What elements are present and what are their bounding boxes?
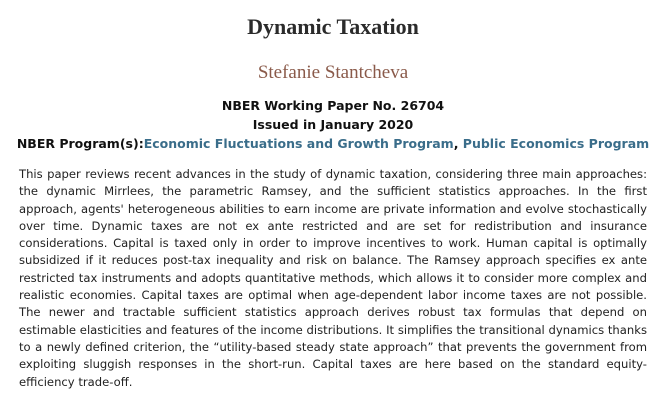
programs-label: NBER Program(s): xyxy=(16,136,144,151)
working-paper-number: NBER Working Paper No. 26704 xyxy=(221,98,445,113)
program-link-economic-fluctuations[interactable]: Economic Fluctuations and Growth Program xyxy=(143,136,454,151)
programs-line xyxy=(0,136,666,151)
paper-author[interactable]: Stefanie Stantcheva xyxy=(257,62,409,83)
paper-title: Dynamic Taxation xyxy=(247,14,419,39)
abstract-text: This paper reviews recent advances in the study of dynamic taxation, considering three main approaches: the dynamic Mirrlees, the parametric Ramsey, and the sufficient statistics approaches. In the first approach, agents' heterogeneous abilities to earn income are private information and evolve stochastically over time. Dynamic taxes are not ex ante restricted and are set for redistribution and insurance considerations. Capital is taxed only in order to improve incentives to work. Human capital is optimally subsidized if it reduces post-tax inequality and risk on balance. The Ramsey approach specifies ex ante restricted tax instruments and adopts quantitative methods, which allows it to consider more complex and realistic economies. Capital taxes are optimal when age-dependent labor income taxes are not possible. The newer and tractable sufficient statistics approach derives robust tax formulas that depend on estimable elasticities and features of the income distributions. It simplifies the transitional dynamics thanks to a newly defined criterion, the “utility-based steady state approach” that prevents the government from exploiting sluggish responses in the short-run. Capital taxes are here based on the standard equity-efficiency trade-off. xyxy=(19,167,647,389)
program-separator: , xyxy=(453,136,463,151)
issued-date: Issued in January 2020 xyxy=(252,117,414,132)
program-link-public-economics[interactable]: Public Economics Program xyxy=(462,136,650,151)
